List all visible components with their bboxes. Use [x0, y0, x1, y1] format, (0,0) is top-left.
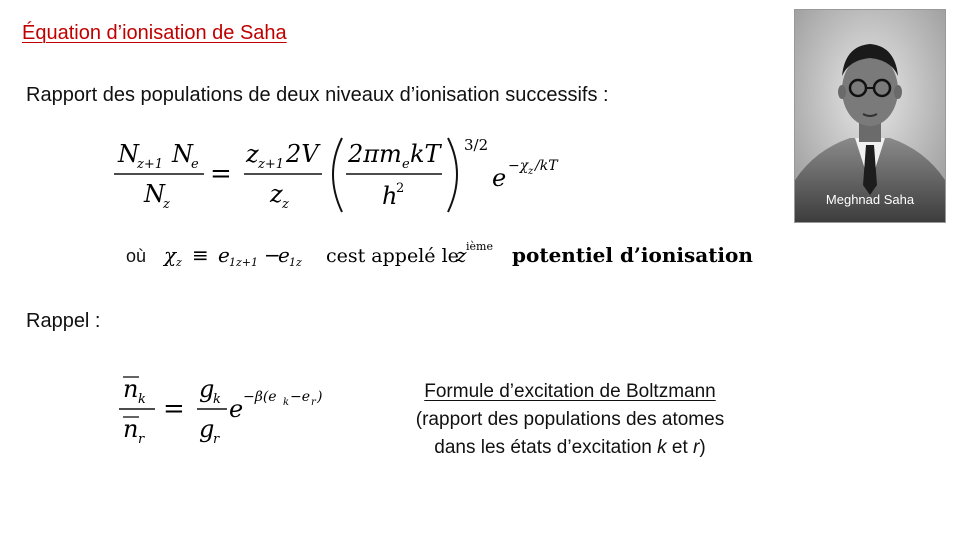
portrait-illustration — [795, 10, 945, 222]
saha-paren-num-2: kT — [410, 140, 441, 168]
boltz-rhs-den: g — [199, 415, 215, 443]
saha-exponent: 3/2 — [464, 136, 489, 154]
saha-rhs-num-sub-1: z+1 — [258, 157, 285, 172]
def-e2-sub: 1z — [289, 256, 302, 269]
saha-paren-den: h — [382, 182, 398, 210]
saha-rhs-num-1: z — [246, 140, 259, 168]
where-label: où — [126, 246, 147, 266]
boltz-lhs-num: n — [123, 375, 139, 403]
boltz-rhs-num: g — [199, 375, 215, 403]
saha-exp-power-tail: /kT — [535, 158, 558, 174]
boltz-exp-end: ) — [317, 389, 323, 405]
boltz-exp-sub-k: k — [283, 397, 290, 408]
right-paren-icon — [448, 138, 457, 212]
boltz-lhs-den-sub: r — [138, 432, 145, 447]
saha-lhs-num-sub-2: e — [191, 157, 199, 172]
def-e2: e — [278, 243, 290, 267]
caption-line3-c: ) — [699, 437, 706, 458]
photo-caption: Meghnad Saha — [825, 192, 915, 207]
def-e1-sub: 1z+1 — [229, 256, 259, 269]
boltzmann-equation — [115, 365, 375, 455]
boltzmann-caption — [380, 378, 760, 462]
def-z: z — [456, 243, 467, 267]
boltz-lhs-num-sub: k — [138, 392, 146, 407]
rappel-label: Rappel : — [26, 310, 101, 332]
saha-rhs-num-2: 2V — [286, 140, 319, 168]
saha-equals: = — [210, 159, 232, 189]
saha-rhs-den-sub: z — [282, 197, 289, 212]
saha-paren-den-sup: 2 — [396, 181, 405, 196]
saha-lhs-num-sub-1: z+1 — [137, 157, 164, 172]
caption-line3-b: et — [666, 437, 694, 458]
caption-line3-k: k — [657, 437, 667, 458]
def-chi: χ — [164, 243, 177, 267]
saha-lhs-den: N — [144, 180, 165, 208]
intro-text: Rapport des populations de deux niveaux d’ionisation successifs : — [26, 84, 609, 106]
saha-lhs-den-sub: z — [163, 197, 170, 212]
saha-exp-power-sub: z — [528, 166, 534, 177]
caption-line3-r: r — [693, 437, 700, 458]
caption-line3-a: dans les états d’excitation — [434, 437, 658, 458]
boltz-exp-mid: −e — [290, 389, 311, 405]
portrait-photo — [794, 9, 946, 223]
saha-equation — [110, 130, 590, 220]
boltz-exp-base: e — [229, 395, 244, 423]
saha-paren-num: 2πm — [348, 140, 402, 168]
boltzmann-caption-title: Formule d’excitation de Boltzmann — [424, 381, 716, 402]
def-bold-term: potentiel d’ionisation — [512, 243, 753, 267]
boltz-lhs-den: n — [123, 415, 139, 443]
def-equiv: ≡ — [192, 243, 209, 267]
left-paren-icon — [333, 138, 342, 212]
boltz-rhs-den-sub: r — [213, 432, 220, 447]
slide-title: Équation d’ionisation de Saha — [22, 22, 287, 44]
saha-exp-power: −χ — [508, 158, 529, 174]
boltz-exp-power: −β(e — [243, 389, 277, 405]
boltz-exp-sub-r: r — [311, 397, 316, 408]
def-text: cest appelé le — [326, 245, 459, 267]
boltz-rhs-num-sub: k — [213, 392, 221, 407]
saha-rhs-den: z — [270, 180, 283, 208]
def-e1: e — [218, 243, 230, 267]
def-z-sup: ième — [466, 240, 493, 253]
saha-exp-base: e — [492, 164, 507, 192]
boltzmann-caption-line2: (rapport des populations des atomes — [415, 409, 725, 430]
boltzmann-caption-line3 — [380, 434, 760, 462]
saha-lhs-num-2: N — [172, 140, 193, 168]
saha-lhs-num-1: N — [118, 140, 139, 168]
def-chi-sub: z — [176, 256, 182, 269]
ionization-potential-definition — [160, 232, 760, 272]
boltz-equals: = — [163, 394, 185, 424]
saha-paren-num-sub: e — [402, 157, 410, 172]
def-minus: − — [264, 243, 281, 267]
